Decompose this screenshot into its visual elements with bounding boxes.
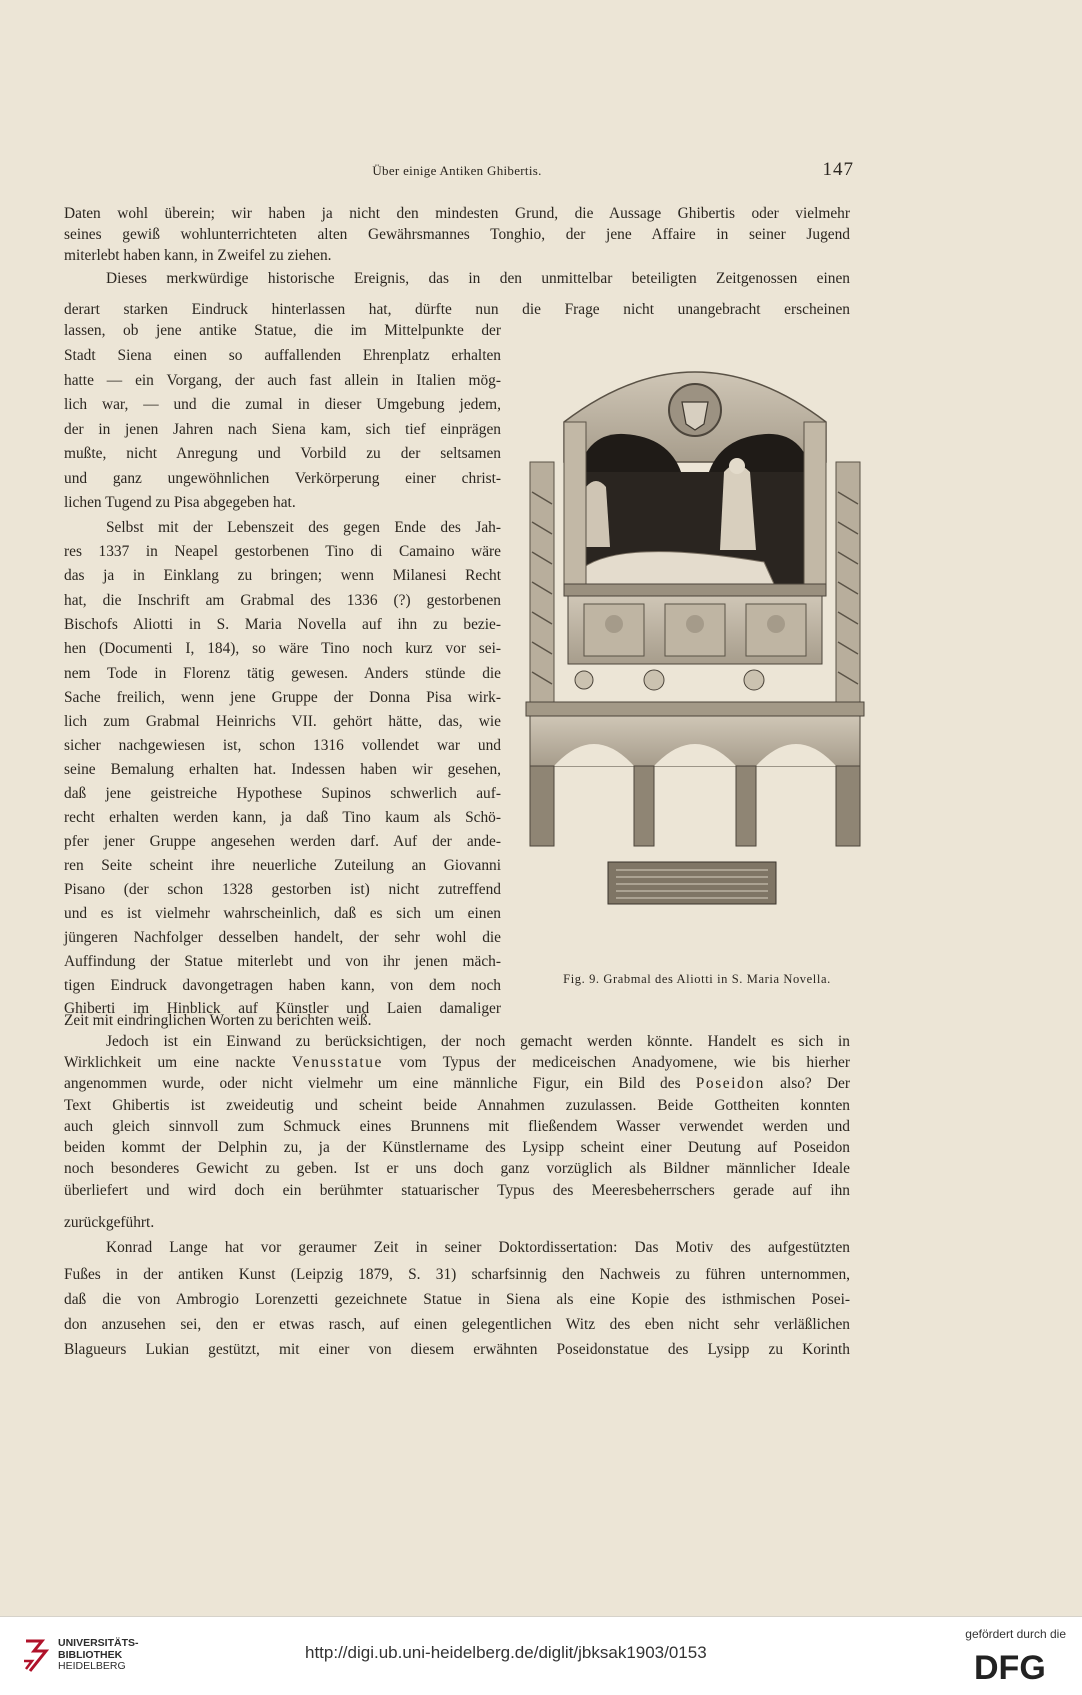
institution-line: BIBLIOTHEK bbox=[58, 1648, 123, 1661]
text-line: nem Tode in Florenz tätig gewesen. Anders stünde die bbox=[64, 665, 501, 682]
text-line bbox=[64, 1073, 850, 1094]
text-line: der in jenen Jahren nach Siena kam, sich tief einprägen bbox=[64, 421, 501, 438]
text-line: derart starken Eindruck hinterlassen hat, dürfte nun die Frage nicht unangebracht erscheinen bbox=[64, 301, 850, 318]
text-line: recht erhalten werden kann, ja daß Tino kaum als Schö- bbox=[64, 809, 501, 826]
text-line: pfer jener Gruppe angesehen werden darf. Auf der ande- bbox=[64, 833, 501, 850]
figure-caption: Fig. 9. Grabmal des Aliotti in S. Maria Novella. bbox=[563, 972, 831, 986]
text-line: überliefert und wird doch ein berühmter statuarischer Typus des Meeresbeherrschers gerade auf ihn bbox=[64, 1182, 850, 1199]
dfg-logo-text: DFG bbox=[974, 1649, 1046, 1683]
text-line: Selbst mit der Lebenszeit des gegen Ende des Jah- bbox=[106, 519, 501, 536]
text-line: jüngeren Nachfolger desselben handelt, der sehr wohl die bbox=[64, 929, 501, 946]
text-line: res 1337 in Neapel gestorbenen Tino di Camaino wäre bbox=[64, 543, 501, 560]
text-line: Auffindung der Statue miterlebt und von ihr jenen mäch- bbox=[64, 953, 501, 970]
text-line: und es ist vielmehr wahrscheinlich, daß es sich um einen bbox=[64, 905, 501, 922]
text-line: und ganz ungewöhnlichen Verkörperung einer christ- bbox=[64, 470, 501, 487]
library-logo-icon bbox=[22, 1637, 52, 1673]
text-line: Konrad Lange hat vor geraumer Zeit in seiner Doktordissertation: Das Motiv des aufgestützten bbox=[106, 1239, 850, 1256]
text-line: Bischofs Aliotti in S. Maria Novella auf ihn zu bezie- bbox=[64, 616, 501, 633]
text-line: noch besonderes Gewicht zu geben. Ist er uns doch ganz vorzüglich als Bildner männlicher Ideale bbox=[64, 1160, 850, 1177]
text-line: zurückgeführt. bbox=[64, 1214, 155, 1231]
text-line: lich war, — und die zumal in dieser Umgebung jedem, bbox=[64, 396, 501, 413]
tomb-illustration bbox=[524, 362, 866, 950]
text-line: auch gleich sinnvoll zum Schmuck eines Brunnens mit fließendem Wasser verwendet werden und bbox=[64, 1118, 850, 1135]
text-line: lassen, ob jene antike Statue, die im Mittelpunkte der bbox=[64, 322, 501, 339]
running-head bbox=[62, 159, 854, 185]
text-line: daß die von Ambrogio Lorenzetti gezeichnete Statue in Siena als eine Kopie des isthmischen Posei- bbox=[64, 1291, 850, 1308]
footer-bar bbox=[0, 1616, 1082, 1695]
text-line: hat, die Inschrift am Grabmal des 1336 (?) gestorbenen bbox=[64, 592, 501, 609]
permalink-url[interactable]: http://digi.ub.uni-heidelberg.de/diglit/jbksak1903/0153 bbox=[305, 1643, 707, 1662]
text-line: miterlebt haben kann, in Zweifel zu ziehen. bbox=[64, 247, 332, 264]
text-line: seines gewiß wohlunterrichteten alten Gewährsmannes Tonghio, der jene Affaire in seiner Jugend bbox=[64, 226, 850, 243]
text-run-spaced: Poseidon bbox=[695, 1075, 765, 1092]
institution-line: UNIVERSITÄTS- bbox=[58, 1637, 139, 1649]
text-line: Daten wohl überein; wir haben ja nicht den mindesten Grund, die Aussage Ghibertis oder vielmehr bbox=[64, 205, 850, 222]
text-line: ren Seite scheint ihre neuerliche Zuteilung an Giovanni bbox=[64, 857, 501, 874]
text-line: Fußes in der antiken Kunst (Leipzig 1879, S. 31) scharfsinnig den Nachweis zu führen unternommen, bbox=[64, 1266, 850, 1283]
text-line: sicher nachgewiesen ist, schon 1316 vollendet war und bbox=[64, 737, 501, 754]
text-line: seine Bemalung erhalten hat. Indessen haben wir gesehen, bbox=[64, 761, 501, 778]
dfg-logo-icon bbox=[972, 1649, 1068, 1683]
text-run: angenommen wurde, oder nicht vielmehr um eine männliche Figur, ein Bild des bbox=[64, 1075, 696, 1092]
text-line: Pisano (der schon 1328 gestorben ist) nicht zutreffend bbox=[64, 881, 501, 898]
text-line: daß jene geistreiche Hypothese Supinos schwerlich auf- bbox=[64, 785, 501, 802]
text-line: Text Ghibertis ist zweideutig und scheint beide Annahmen zuzulassen. Beide Gottheiten konnten bbox=[64, 1097, 850, 1114]
institution-name bbox=[58, 1638, 139, 1673]
text-line: tigen Eindruck davongetragen haben kann, von dem noch bbox=[64, 977, 501, 994]
text-line: Zeit mit eindringlichen Worten zu berichten weiß. bbox=[64, 1012, 372, 1029]
text-line: Jedoch ist ein Einwand zu berücksichtigen, der noch gemacht werden könnte. Handelt es sich in bbox=[106, 1033, 850, 1050]
text-line: mußte, nicht Anregung und Vorbild zu der seltsamen bbox=[64, 445, 501, 462]
text-line: Dieses merkwürdige historische Ereignis, das in den unmittelbar beteiligten Zeitgenossen einen bbox=[106, 270, 850, 287]
funding-note: gefördert durch die bbox=[965, 1627, 1066, 1641]
text-line: Blagueurs Lukian gestützt, mit einer von diesem erwähnten Poseidonstatue des Lysipp zu Korinth bbox=[64, 1341, 850, 1358]
text-line: hatte — ein Vorgang, der auch fast allein in Italien mög- bbox=[64, 372, 501, 389]
text-line: hen (Documenti I, 184), so wäre Tino noch kurz vor sei- bbox=[64, 640, 501, 657]
page-number: 147 bbox=[822, 159, 854, 180]
text-line: das ja in Einklang zu bringen; wenn Milanesi Recht bbox=[64, 567, 501, 584]
text-run-spaced: Venusstatue bbox=[291, 1054, 383, 1071]
text-line: Sache freilich, wenn jene Gruppe der Donna Pisa wirk- bbox=[64, 689, 501, 706]
text-line: Stadt Siena einen so auffallenden Ehrenplatz erhalten bbox=[64, 347, 501, 364]
text-line: don anzusehen sei, den er etwas rasch, auf einen gelegentlichen Witz des eben nicht sehr verläßlichen bbox=[64, 1316, 850, 1333]
institution-line: HEIDELBERG bbox=[58, 1660, 126, 1672]
text-line: lichen Tugend zu Pisa abgegeben hat. bbox=[64, 494, 296, 511]
text-run: vom Typus der mediceischen Anadyomene, wie bis hierher bbox=[382, 1054, 850, 1071]
text-line bbox=[64, 1052, 850, 1073]
text-line: Ghiberti im Hinblick auf Künstler und Laien damaliger bbox=[64, 1000, 501, 1017]
text-line: beiden kommt der Delphin zu, ja der Künstlername des Lysipp scheint einer Deutung auf Poseidon bbox=[64, 1139, 850, 1156]
text-line: lich zum Grabmal Heinrichs VII. gehört hätte, das, wie bbox=[64, 713, 501, 730]
text-run: Wirklichkeit um eine nackte bbox=[64, 1054, 292, 1071]
running-head-title: Über einige Antiken Ghibertis. bbox=[372, 163, 542, 178]
text-run: also? Der bbox=[764, 1075, 850, 1092]
